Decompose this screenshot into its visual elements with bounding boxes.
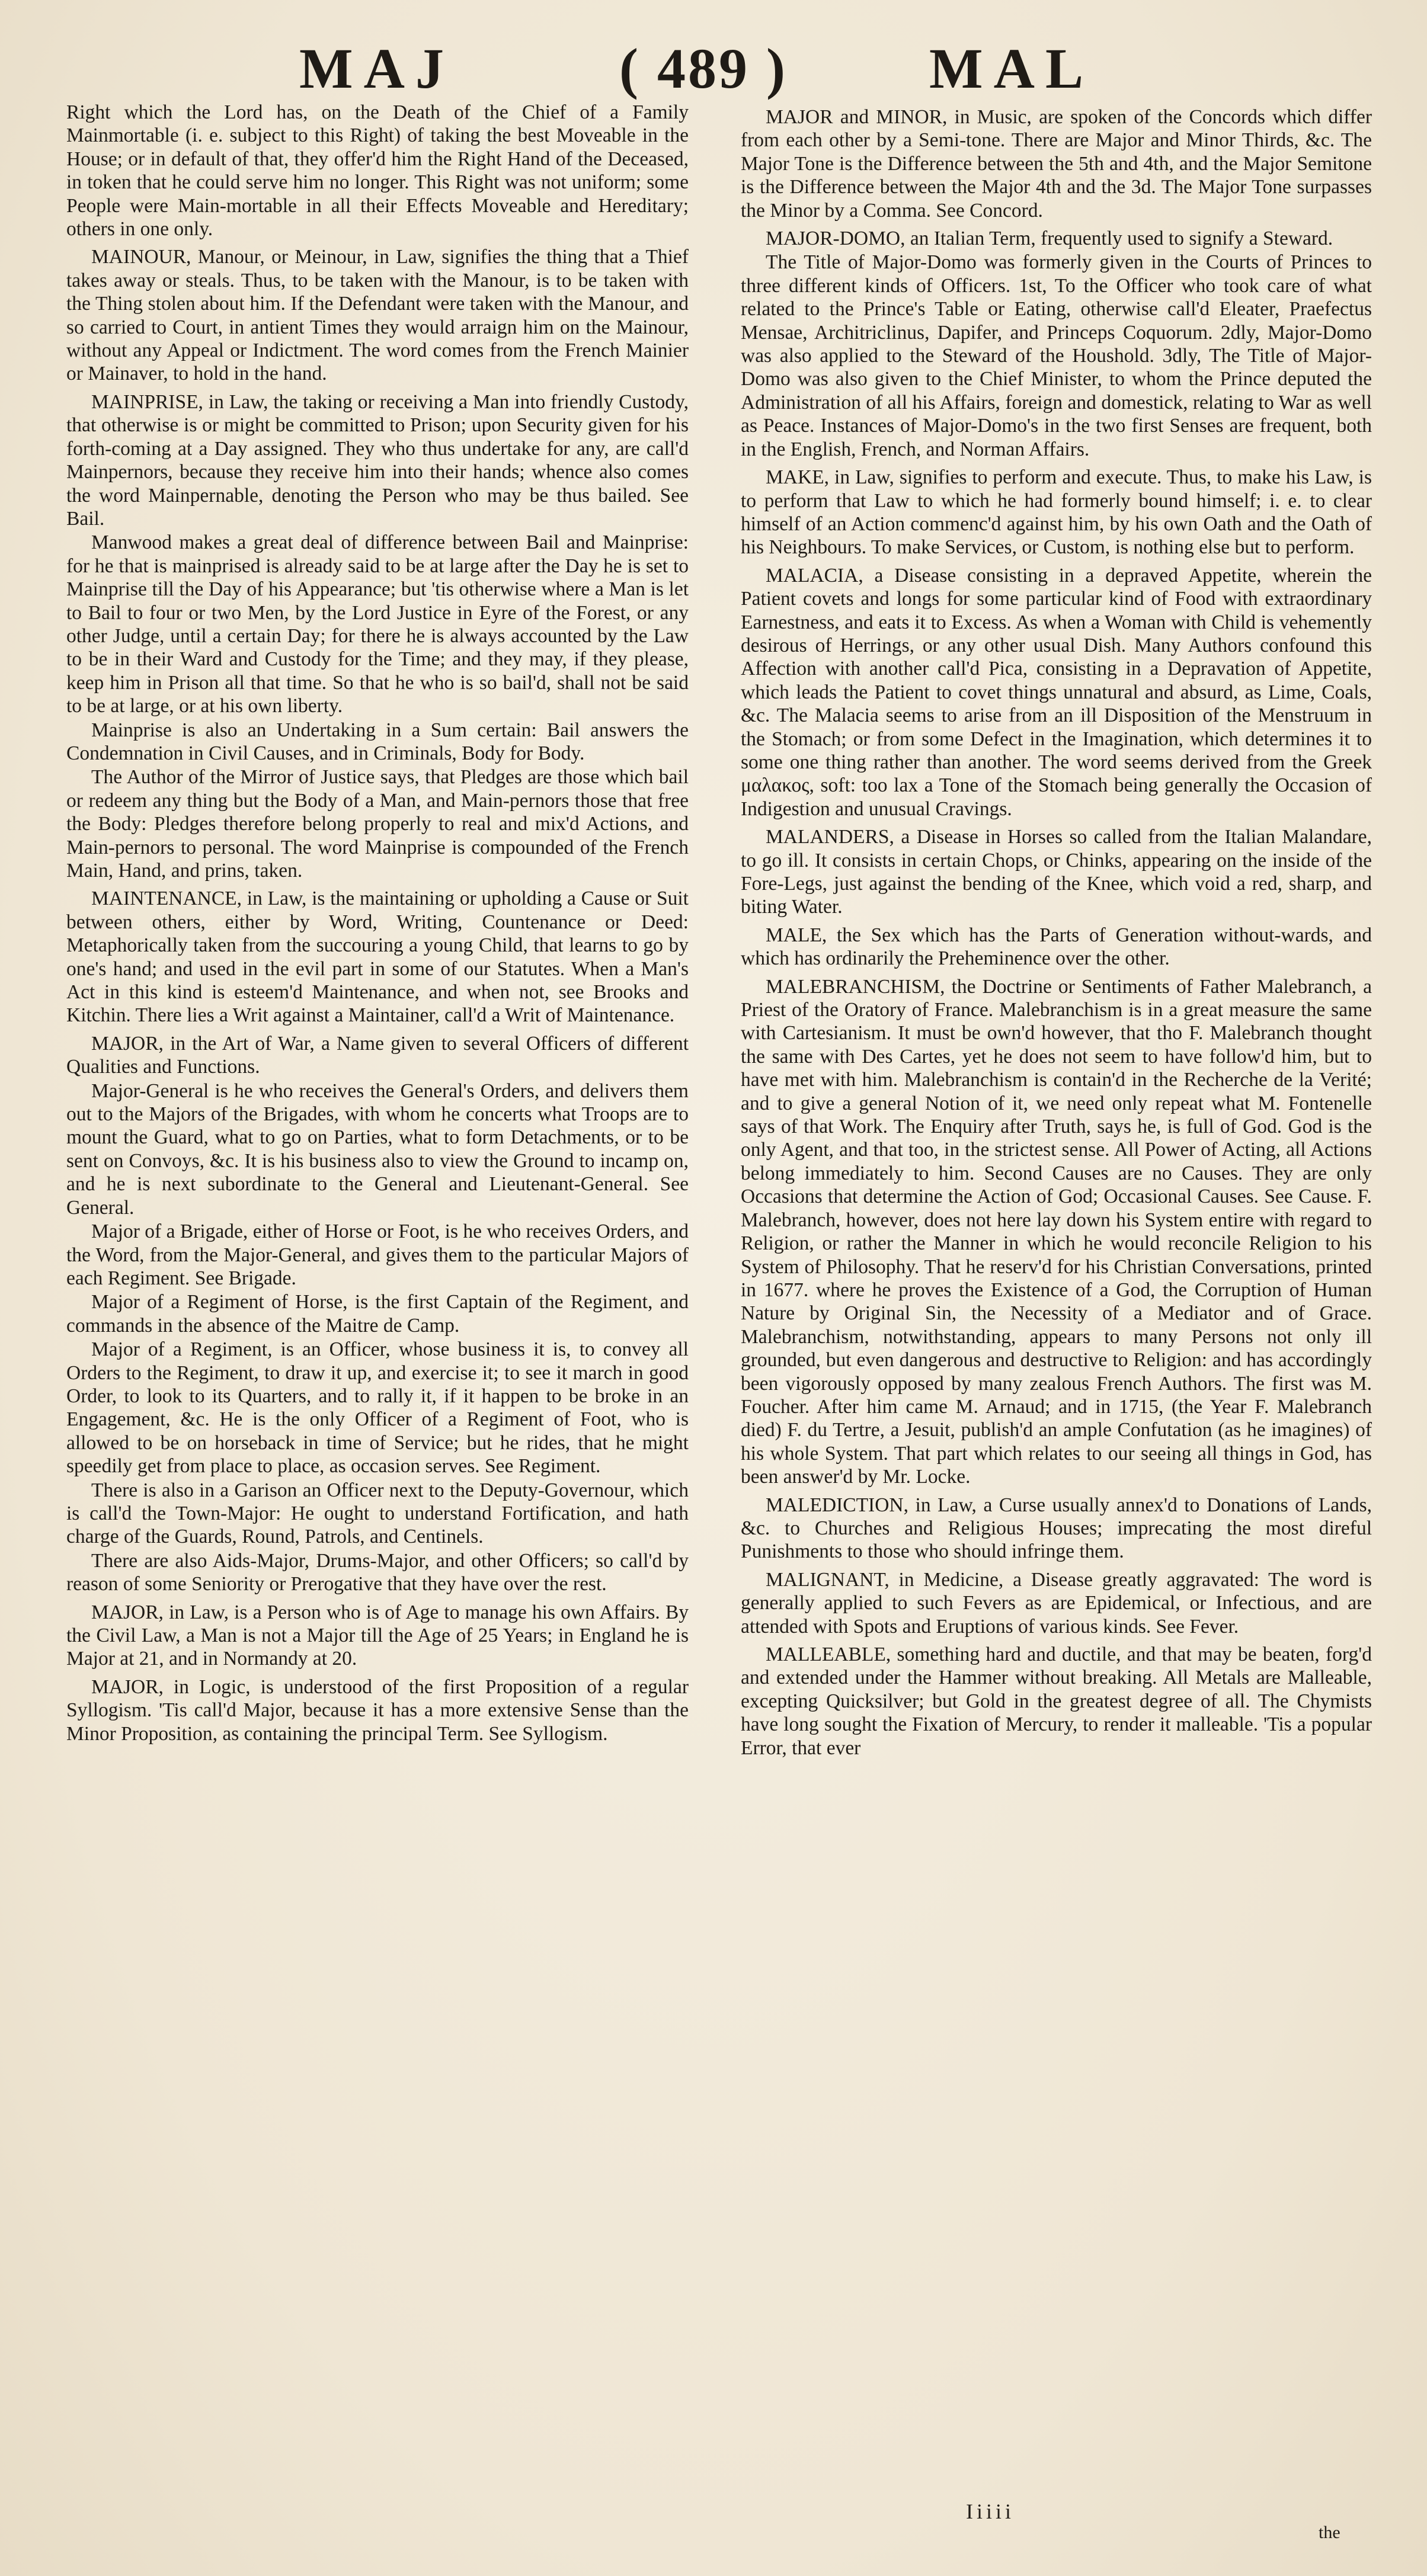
entry-paragraph: Mainprise is also an Undertaking in a Sum certain: Bail answers the Condemnation in Civil Causes, and in Criminals, Body for Body. xyxy=(66,719,689,764)
entry-paragraph: MAINOUR, Manour, or Meinour, in Law, signifies the thing that a Thief takes away or steals. Thus, to be taken with the Manour, is to be taken with the Thing stolen about him. If the Defendant were taken with the Manour, and so carried to Court, in antient Times they would arraign him on the Mainour, without any Appeal or Indictment. The word comes from the French Mainier or Mainaver, to hold in the hand. xyxy=(66,246,689,385)
entry-paragraph: MALEBRANCHISM, the Doctrine or Sentiments of Father Malebranch, a Priest of the Oratory of France. Malebranchism is in a great measure the same with Cartesianism. It must be own'd however, that tho F. Malebranch thought the same with Des Cartes, yet he does not seem to have follow'd him, but to have met with him. Malebranchism is contain'd in the Recherche de la Verité; and to give a general Notion of it, we need only repeat what M. Fontenelle says of that Work. The Enquiry after Truth, says he, is full of God. God is the only Agent, and that too, in the strictest sense. All Power of Acting, all Actions belong immediately to him. Second Causes are no Causes. They are only Occasions that determine the Action of God; Occasional Causes. See Cause. F. Malebranch, however, does not here lay down his System entire with regard to Religion, or rather the Manner in which he would reconcile Religion to his System of Philosophy. That he reserv'd for his Christian Conversations, printed in 1677. where he proves the Existence of a God, the Corruption of Human Nature by Original Sin, the Necessity of a Mediator and of Grace. Malebranchism, notwithstanding, appears to many Persons not only ill grounded, but even dangerous and destructive to Religion: and has accordingly been vigorously opposed by many zealous French Authors. The first was M. Foucher. After him came M. Arnaud; and in 1715, (the Year F. Malebranch died) F. du Tertre, a Jesuit, publish'd an ample Confutation (as he imagines) of his whole System. That part which relates to our seeing all things in God, has been answer'd by Mr. Locke. xyxy=(741,975,1372,1488)
entry-paragraph: Manwood makes a great deal of difference between Bail and Mainprise: for he that is mainprised is already said to be at large after the Day he is set to Mainprise till the Day of his Appearance; but 'tis otherwise where a Man is let to Bail to four or two Men, by the Lord Justice in Eyre of the Forest, or any other Judge, until a certain Day; for there he is always accounted by the Law to be in their Ward and Custody for the Time; and they may, if they please, keep him in Prison all that time. So that he who is so bail'd, shall not be said to be at large, or at his own liberty. xyxy=(66,531,689,717)
entry-paragraph: MALEDICTION, in Law, a Curse usually annex'd to Donations of Lands, &c. to Churches and Religious Houses; imprecating the most direful Punishments to those who should infringe them. xyxy=(741,1494,1372,1563)
signature-mark: Iiiii xyxy=(966,2500,1015,2523)
entry-paragraph: MAINTENANCE, in Law, is the maintaining or upholding a Cause or Suit between others, either by Word, Writing, Countenance or Deed: Metaphorically taken from the succouring a young Child, that learns to go by one's hand; and used in the evil part in some of our Statutes. When a Man's Act in this kind is esteem'd Maintenance, and when not, see Brooks and Kitchin. There lies a Writ against a Maintainer, call'd a Writ of Maintenance. xyxy=(66,887,689,1027)
entry-paragraph: MALLEABLE, something hard and ductile, and that may be beaten, forg'd and extended under the Hammer without breaking. All Metals are Malleable, excepting Quicksilver; but Gold in the greatest degree of all. The Chymists have long sought the Fixation of Mercury, to render it malleable. 'Tis a popular Error, that ever xyxy=(741,1643,1372,1759)
entry-paragraph: Major-General is he who receives the General's Orders, and delivers them out to the Majors of the Brigades, with whom he concerts what Troops are to mount the Guard, what to go on Parties, what to form Detachments, or to be sent on Convoys, &c. It is his business also to view the Ground to incamp on, and he is next subordinate to the General and Lieutenant-General. See General. xyxy=(66,1079,689,1219)
page-number: ( 489 ) xyxy=(619,37,788,100)
entry-paragraph: The Title of Major-Domo was formerly given in the Courts of Princes to three different kinds of Officers. 1st, To the Officer who took care of what related to the Prince's Table or Eating, otherwise call'd Eleater, Praefectus Mensae, Architriclinus, Dapifer, and Princeps Coquorum. 2dly, Major-Domo was also applied to the Steward of the Houshold. 3dly, The Title of Major-Domo was also given to the Chief Minister, to whom the Prince deputed the Administration of all his Affairs, foreign and domestick, relating to War as well as Peace. Instances of Major-Domo's in the two first Senses are frequent, both in the English, French, and Norman Affairs. xyxy=(741,251,1372,460)
entry-paragraph: MAJOR, in the Art of War, a Name given to several Officers of different Qualities and Functions. xyxy=(66,1032,689,1078)
entry-paragraph: MAJOR, in Logic, is understood of the first Proposition of a regular Syllogism. 'Tis call'd Major, because it has a more extensive Sense than the Minor Proposition, as containing the principal Term. See Syllogism. xyxy=(66,1675,689,1745)
running-header xyxy=(0,33,1427,104)
right-text-column xyxy=(741,101,1372,2535)
entry-paragraph: Right which the Lord has, on the Death of the Chief of a Family Mainmortable (i. e. subject to this Right) of taking the best Moveable in the House; or in default of that, they offer'd him the Right Hand of the Deceased, in token that he could serve him no longer. This Right was not uniform; some People were Main-mortable in all their Effects Moveable and Hereditary; others in one only. xyxy=(66,101,689,241)
entry-paragraph: There is also in a Garison an Officer next to the Deputy-Governour, which is call'd the Town-Major: He ought to understand Fortification, and hath charge of the Guards, Round, Patrols, and Centinels. xyxy=(66,1479,689,1548)
header-right-word: MAL xyxy=(929,37,1094,100)
entry-paragraph: The Author of the Mirror of Justice says, that Pledges are those which bail or redeem any thing but the Body of a Man, and Main-pernors those that free the Body: Pledges therefore belong properly to real and mix'd Actions, and Main-pernors to personal. The word Mainprise is compounded of the French Main, Hand, and prins, taken. xyxy=(66,766,689,882)
left-text-column xyxy=(66,101,689,2535)
entry-paragraph: MALACIA, a Disease consisting in a depraved Appetite, wherein the Patient covets and longs for some particular kind of Food with extraordinary Earnestness, and eats it to Excess. As when a Woman with Child is vehemently desirous of Herrings, or any other usual Dish. Many Authors confound this Affection with another call'd Pica, consisting in a Depravation of Appetite, which leads the Patient to covet things unnatural and absurd, as Lime, Coals, &c. The Malacia seems to arise from an ill Disposition of the Menstruum in the Stomach; or from some Defect in the Imagination, which determines it to some one thing rather than another. The word seems derived from the Greek μαλακος, soft: too lax a Tone of the Stomach being generally the Occasion of Indigestion and unusual Cravings. xyxy=(741,564,1372,820)
entry-paragraph: MAJOR-DOMO, an Italian Term, frequently used to signify a Steward. xyxy=(766,228,1333,250)
entry-paragraph: MAINPRISE, in Law, the taking or receiving a Man into friendly Custody, that otherwise is or might be committed to Prison; upon Security given for his forth-coming at a Day assigned. They who thus undertake for any, are call'd Mainpernors, because they receive him into their hands; whence also comes the word Mainpernable, denoting the Person who may be thus bailed. See Bail. xyxy=(66,390,689,530)
entry-paragraph: MAJOR, in Law, is a Person who is of Age to manage his own Affairs. By the Civil Law, a Man is not a Major till the Age of 25 Years; in England he is Major at 21, and in Normandy at 20. xyxy=(66,1601,689,1670)
entry-paragraph: MAKE, in Law, signifies to perform and execute. Thus, to make his Law, is to perform that Law to which he had formerly bound himself; i. e. to clear himself of an Action commenc'd against him, by his own Oath and the Oath of his Neighbours. To make Services, or Custom, is nothing else but to perform. xyxy=(741,466,1372,559)
catchword: the xyxy=(1319,2523,1340,2542)
header-left-word: MAJ xyxy=(299,37,455,100)
entry-paragraph: MALIGNANT, in Medicine, a Disease greatly aggravated: The word is generally applied to such Fevers as are Epidemical, or Infectious, and are attended with Spots and Eruptions of various kinds. See Fever. xyxy=(741,1568,1372,1638)
entry-paragraph: Major of a Brigade, either of Horse or Foot, is he who receives Orders, and the Word, from the Major-General, and gives them to the particular Majors of each Regiment. See Brigade. xyxy=(66,1220,689,1289)
entry-paragraph: There are also Aids-Major, Drums-Major, and other Officers; so call'd by reason of some Seniority or Prerogative that they have over the rest. xyxy=(66,1549,689,1595)
entry-paragraph: MALE, the Sex which has the Parts of Generation without-wards, and which has ordinarily the Preheminence over the other. xyxy=(741,924,1372,970)
entry-paragraph: MAJOR and MINOR, in Music, are spoken of the Concords which differ from each other by a Semi-tone. There are Major and Minor Thirds, &c. The Major Tone is the Difference between the 5th and 4th, and the Major Semitone is the Difference between the Major 4th and the 3d. The Major Tone surpasses the Minor by a Comma. See Concord. xyxy=(741,106,1372,222)
entry-paragraph: MALANDERS, a Disease in Horses so called from the Italian Malandare, to go ill. It consists in certain Chops, or Chinks, appearing on the inside of the Fore-Legs, just against the bending of the Knee, which void a red, sharp, and biting Water. xyxy=(741,826,1372,918)
entry-paragraph: Major of a Regiment of Horse, is the first Captain of the Regiment, and commands in the absence of the Maitre de Camp. xyxy=(66,1291,689,1337)
entry-paragraph: Major of a Regiment, is an Officer, whose business it is, to convey all Orders to the Regiment, to draw it up, and exercise it; to see it march in good Order, to look to its Quarters, and to rally it, if it happen to be broke in an Engagement, &c. He is the only Officer of a Regiment of Foot, who is allowed to be on horseback in time of Service; but he rides, that he might speedily get from place to place, as occasion serves. See Regiment. xyxy=(66,1338,689,1478)
